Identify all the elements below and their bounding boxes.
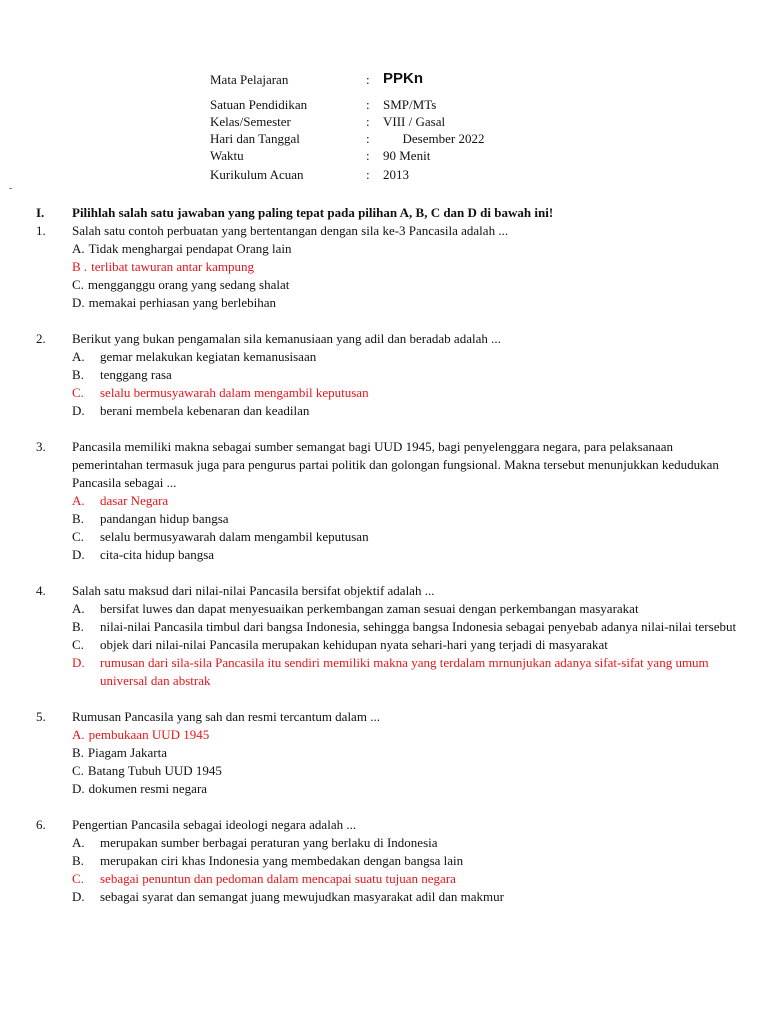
option-letter: C. <box>72 277 84 292</box>
option-text: sebagai penuntun dan pedoman dalam mencapai suatu tujuan negara <box>100 871 456 886</box>
header-value: Desember 2022 <box>383 131 485 146</box>
option-d <box>72 780 740 798</box>
option-text: rumusan dari sila-sila Pancasila itu sendiri memiliki makna yang terdalam mrnunjukan adanya sifat-sifat yang umum universal dan abstrak <box>100 655 709 688</box>
header-label: Kurikulum Acuan <box>210 167 304 182</box>
header-colon: : <box>366 167 370 182</box>
question-number: 6. <box>36 817 46 832</box>
option-text: Piagam Jakarta <box>87 745 167 760</box>
subject-value: PPKn <box>383 70 424 87</box>
option-letter: A. <box>72 727 85 742</box>
option-letter: A. <box>72 493 85 508</box>
option-b <box>72 618 740 636</box>
option-text: nilai-nilai Pancasila timbul dari bangsa Indonesia, sehingga bangsa Indonesia sebagai penyebab adanya nilai-nilai tersebut <box>100 619 737 634</box>
option-c-answer <box>72 870 740 888</box>
option-text: dasar Negara <box>100 493 169 508</box>
header-label: Hari dan Tanggal <box>210 131 300 146</box>
header-label: Satuan Pendidikan <box>210 97 308 112</box>
option-c-answer <box>72 384 740 402</box>
option-text: pembukaan UUD 1945 <box>88 727 210 742</box>
option-c <box>72 762 740 780</box>
option-c <box>72 528 740 546</box>
header-value: SMP/MTs <box>383 97 437 112</box>
question-list <box>36 204 740 906</box>
option-letter: B. <box>72 745 84 760</box>
option-text: objek dari nilai-nilai Pancasila merupakan kehidupan nyata sehari-hari yang terjadi di masyarakat <box>100 637 608 652</box>
option-letter: B. <box>72 511 84 526</box>
option-letter: C. <box>72 871 84 886</box>
section-heading <box>36 204 740 222</box>
question-number: 4. <box>36 583 46 598</box>
question-number: 5. <box>36 709 46 724</box>
header-value: 2013 <box>383 167 409 182</box>
option-b <box>72 366 740 384</box>
option-text: merupakan sumber berbagai peraturan yang berlaku di Indonesia <box>100 835 438 850</box>
question-text: Berikut yang bukan pengamalan sila kemanusiaan yang adil dan beradab adalah ... <box>72 331 501 346</box>
header-label: Waktu <box>210 148 244 163</box>
option-letter: D. <box>72 889 85 904</box>
option-text: tenggang rasa <box>100 367 172 382</box>
header-value: 90 Menit <box>383 148 431 163</box>
question-text: Salah satu contoh perbuatan yang bertentangan dengan sila ke-3 Pancasila adalah ... <box>72 223 509 238</box>
option-letter: D. <box>72 781 85 796</box>
option-a <box>72 348 740 366</box>
option-text: Batang Tubuh UUD 1945 <box>87 763 222 778</box>
option-d-answer <box>72 654 740 690</box>
header-value: VIII / Gasal <box>383 114 446 129</box>
option-letter: B. <box>72 853 84 868</box>
question-4 <box>36 582 740 690</box>
option-a <box>72 834 740 852</box>
header-colon: : <box>366 131 370 146</box>
option-text: terlibat tawuran antar kampung <box>91 259 254 274</box>
section-instruction: Pilihlah salah satu jawaban yang paling tepat pada pilihan A, B, C dan D di bawah ini! <box>72 205 554 220</box>
question-number: 3. <box>36 439 46 454</box>
header-label: Kelas/Semester <box>210 114 291 129</box>
option-text: berani membela kebenaran dan keadilan <box>100 403 310 418</box>
header-colon: : <box>366 148 370 163</box>
question-text: Salah satu maksud dari nilai-nilai Pancasila bersifat objektif adalah ... <box>72 583 435 598</box>
option-a-answer <box>72 492 740 510</box>
section-number: I. <box>36 205 45 220</box>
question-6 <box>36 816 740 906</box>
question-number: 2. <box>36 331 46 346</box>
option-text: mengganggu orang yang sedang shalat <box>87 277 290 292</box>
option-letter: D. <box>72 403 85 418</box>
option-letter: B. <box>72 619 84 634</box>
question-text: Pancasila memiliki makna sebagai sumber semangat bagi UUD 1945, bagi penyelenggara negara, para pelaksanaan pemerintahan termasuk juga para pengurus partai politik dan golongan fungsional. Makna tersebut menunjukkan kedudukan Pancasila sebagai ... <box>72 439 719 490</box>
option-text: gemar melakukan kegiatan kemanusisaan <box>100 349 317 364</box>
option-text: selalu bermusyawarah dalam mengambil keputusan <box>100 529 369 544</box>
question-1 <box>36 222 740 312</box>
option-d <box>72 546 740 564</box>
option-letter: A. <box>72 601 85 616</box>
header-colon: : <box>366 114 370 129</box>
question-text: Pengertian Pancasila sebagai ideologi negara adalah ... <box>72 817 357 832</box>
option-text: pandangan hidup bangsa <box>100 511 229 526</box>
option-text: cita-cita hidup bangsa <box>100 547 215 562</box>
option-letter: A. <box>72 835 85 850</box>
question-5 <box>36 708 740 798</box>
option-a <box>72 600 740 618</box>
option-a <box>72 240 740 258</box>
header-colon: : <box>366 72 370 87</box>
option-text: selalu bermusyawarah dalam mengambil keputusan <box>100 385 369 400</box>
question-text: Rumusan Pancasila yang sah dan resmi tercantum dalam ... <box>72 709 380 724</box>
option-b <box>72 744 740 762</box>
option-letter: B . <box>72 259 88 274</box>
question-3 <box>36 438 740 564</box>
option-text: memakai perhiasan yang berlebihan <box>88 295 276 310</box>
option-text: dokumen resmi negara <box>88 781 208 796</box>
option-b <box>72 852 740 870</box>
header-label: Mata Pelajaran <box>210 72 289 87</box>
option-d <box>72 888 740 906</box>
option-letter: C. <box>72 637 84 652</box>
option-letter: D. <box>72 655 85 670</box>
option-letter: D. <box>72 295 85 310</box>
option-text: sebagai syarat dan semangat juang mewujudkan masyarakat adil dan makmur <box>100 889 504 904</box>
option-c <box>72 276 740 294</box>
option-letter: A. <box>72 241 85 256</box>
option-d <box>72 294 740 312</box>
question-number: 1. <box>36 223 46 238</box>
stray-mark: - <box>9 183 13 194</box>
option-text: Tidak menghargai pendapat Orang lain <box>88 241 292 256</box>
option-letter: C. <box>72 763 84 778</box>
option-text: bersifat luwes dan dapat menyesuaikan perkembangan zaman sesuai dengan perkembangan masyarakat <box>100 601 639 616</box>
option-letter: C. <box>72 529 84 544</box>
option-text: merupakan ciri khas Indonesia yang membedakan dengan bangsa lain <box>100 853 464 868</box>
option-letter: B. <box>72 367 84 382</box>
option-b-answer <box>72 258 740 276</box>
option-c <box>72 636 740 654</box>
option-letter: C. <box>72 385 84 400</box>
option-letter: D. <box>72 547 85 562</box>
question-2 <box>36 330 740 420</box>
option-d <box>72 402 740 420</box>
option-letter: A. <box>72 349 85 364</box>
header-colon: : <box>366 97 370 112</box>
option-b <box>72 510 740 528</box>
option-a-answer <box>72 726 740 744</box>
